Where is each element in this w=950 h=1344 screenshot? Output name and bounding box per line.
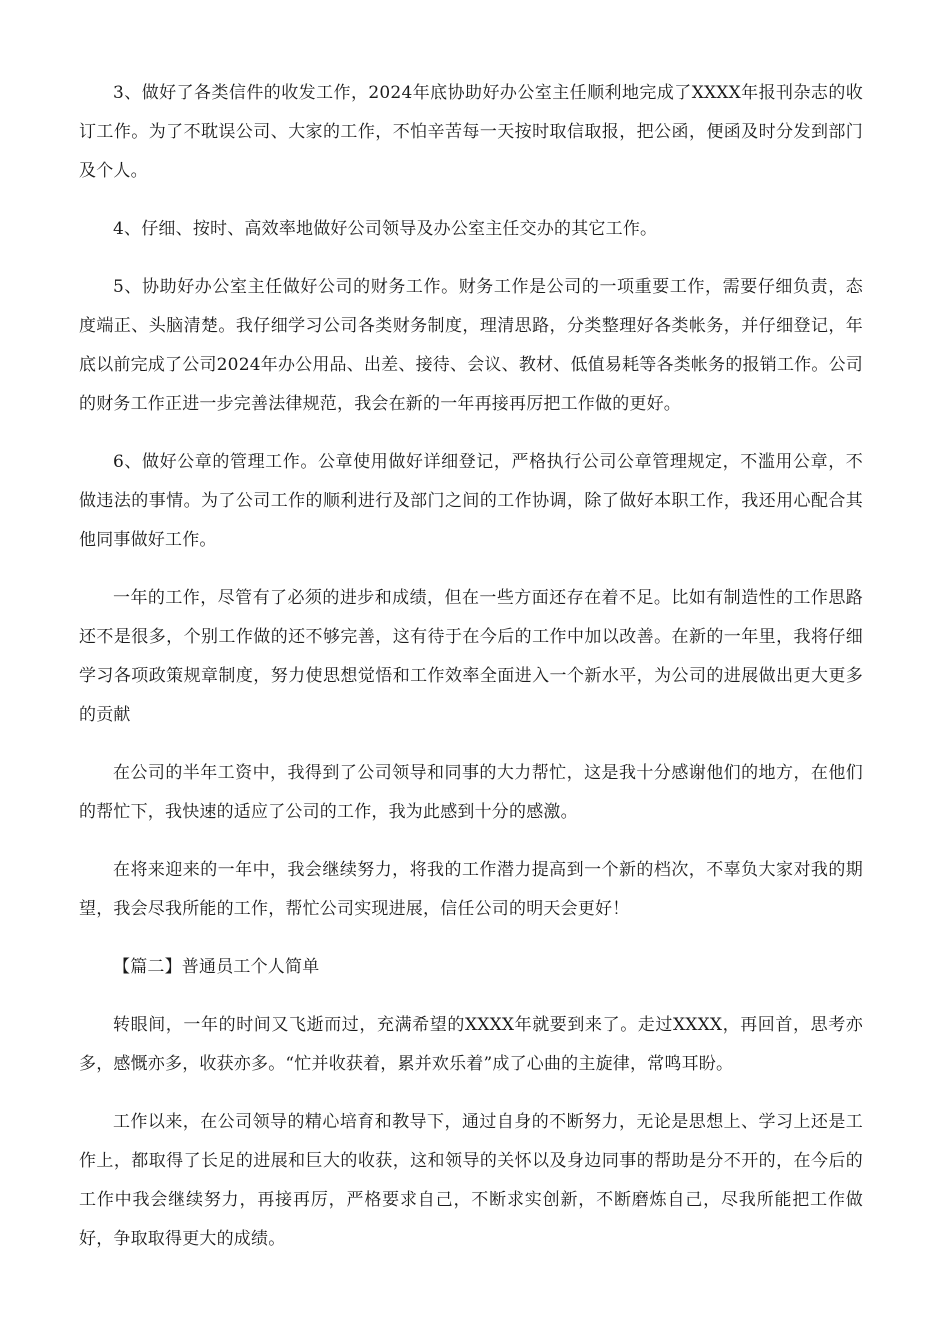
paragraph-intro: 转眼间，一年的时间又飞逝而过，充满希望的XXXX年就要到来了。走过XXXX，再回首，思考亦多，感慨亦多，收获亦多。“忙并收获着，累并欢乐着”成了心曲的主旋律，常鸣耳盼。 bbox=[79, 1015, 863, 1074]
paragraph-item-3: 3、做好了各类信件的收发工作，2024年底协助好办公室主任顺利地完成了XXXX年报刊杂志的收订工作。为了不耽误公司、大家的工作，不怕辛苦每一天按时取信取报，把公函，便函及时分发到部门及个人。 bbox=[79, 83, 863, 181]
paragraph-outlook: 在将来迎来的一年中，我会继续努力，将我的工作潜力提高到一个新的档次，不辜负大家对我的期望，我会尽我所能的工作，帮忙公司实现进展，信任公司的明天会更好！ bbox=[79, 860, 863, 919]
section-heading: 【篇二】普通员工个人简单 bbox=[113, 957, 320, 977]
paragraph-summary: 一年的工作，尽管有了必须的进步和成绩，但在一些方面还存在着不足。比如有制造性的工作思路还不是很多，个别工作做的还不够完善，这有待于在今后的工作中加以改善。在新的一年里，我将仔细学习各项政策规章制度，努力使思想觉悟和工作效率全面进入一个新水平，为公司的进展做出更大更多的贡献 bbox=[79, 588, 863, 725]
paragraph-item-6: 6、做好公章的管理工作。公章使用做好详细登记，严格执行公司公章管理规定，不滥用公章，不做违法的事情。为了公司工作的顺利进行及部门之间的工作协调，除了做好本职工作，我还用心配合其他同事做好工作。 bbox=[79, 452, 863, 550]
paragraph-item-5: 5、协助好办公室主任做好公司的财务工作。财务工作是公司的一项重要工作，需要仔细负责，态度端正、头脑清楚。我仔细学习公司各类财务制度，理清思路，分类整理好各类帐务，并仔细登记，年底以前完成了公司2024年办公用品、出差、接待、会议、教材、低值易耗等各类帐务的报销工作。公司的财务工作正进一步完善法律规范，我会在新的一年再接再厉把工作做的更好。 bbox=[79, 277, 863, 414]
paragraph-work: 工作以来，在公司领导的精心培育和教导下，通过自身的不断努力，无论是思想上、学习上还是工作上，都取得了长足的进展和巨大的收获，这和领导的关怀以及身边同事的帮助是分不开的，在今后的工作中我会继续努力，再接再厉，严格要求自己，不断求实创新，不断磨炼自己，尽我所能把工作做好，争取取得更大的成绩。 bbox=[79, 1112, 863, 1249]
paragraph-thanks: 在公司的半年工资中，我得到了公司领导和同事的大力帮忙，这是我十分感谢他们的地方，在他们的帮忙下，我快速的适应了公司的工作，我为此感到十分的感激。 bbox=[79, 763, 863, 822]
document-page bbox=[79, 74, 863, 1278]
paragraph-item-4: 4、仔细、按时、高效率地做好公司领导及办公室主任交办的其它工作。 bbox=[113, 219, 658, 239]
